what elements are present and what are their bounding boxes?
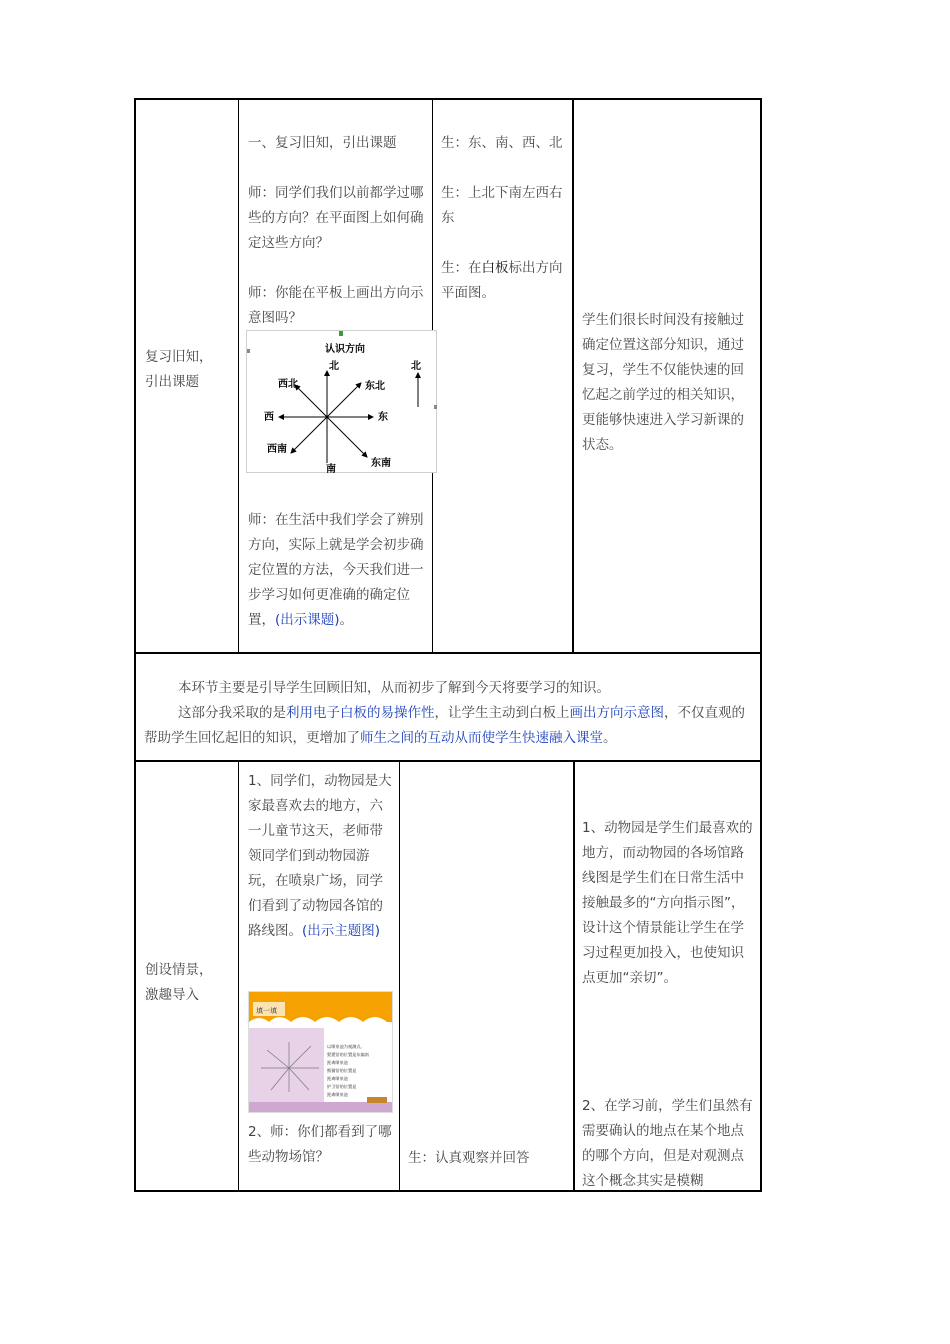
southeast-arrow-line: [327, 417, 367, 457]
label-west: 西: [264, 412, 274, 423]
table1-bottom-border: [134, 652, 762, 654]
s3-whiteboard: 白板: [481, 260, 509, 276]
label-north: 北: [329, 361, 339, 372]
table2-left-border: [134, 760, 136, 1192]
section1-teacher-question: 师：同学们我们以前都学过哪些的方向？在平面图上如何确定这些方向？: [248, 185, 424, 251]
thumb-line: 距离喷泉池: [327, 1092, 348, 1097]
sum-a: 这部分我采取的是: [178, 705, 286, 721]
sum-b: 利用电子白板的易操作性: [286, 705, 435, 721]
table2-right-border: [760, 760, 762, 1192]
table2-col-divider-2: [399, 760, 400, 1192]
section1-heading: 一、复习旧知，引出课题: [248, 135, 397, 151]
thumb-banner: 填一填: [256, 1007, 277, 1015]
section2-student-answer: 生：认真观察并回答: [408, 1150, 530, 1166]
table1-col-divider-1: [238, 98, 239, 654]
section2-teacher-p2: 2、师：你们都看到了哪些动物场馆？: [248, 1124, 392, 1165]
direction-diagram-svg: [247, 331, 438, 474]
label-southwest: 西南: [267, 444, 287, 455]
s3-prefix: 生：在: [441, 260, 482, 276]
table1-top-border: [134, 98, 762, 100]
section2-intent-1: 1、动物园是学生们最喜欢的地方，而动物园的各场馆路线图是学生们在日常生活中接触最多的“方向指示图”，设计这个情景能让学生在学习过程更加投入，也使知识点更加“亲切”。: [582, 820, 753, 986]
section2-stage-label: 创设情景， 激趣导入: [145, 962, 213, 1003]
student-answer-2: 生：上北下南左西右东: [441, 185, 563, 226]
student-answer-3: [441, 256, 571, 306]
summary-block: [144, 676, 756, 751]
section1-intent-column: [582, 308, 754, 458]
zoo-map-svg: [249, 992, 393, 1113]
label-southeast: 东南: [371, 458, 391, 469]
direction-diagram: [246, 330, 437, 473]
section1-teacher-column: [248, 131, 426, 331]
section2-teacher-p1: [248, 769, 396, 944]
sum-e: ，不仅直观的帮助学生回忆起旧的知识，更增加了: [144, 705, 745, 746]
table1-col-divider-3: [572, 98, 574, 654]
section2-teacher-q2: [248, 1120, 396, 1170]
sum-d: 画出方向示意图: [569, 705, 664, 721]
show-topic-cue: (出示课题): [275, 612, 340, 628]
selection-handle[interactable]: [434, 405, 437, 409]
summary-right-border: [760, 652, 762, 762]
summary-line-1: 本环节主要是引导学生回顾旧知，从而初步了解到今天将要学习的知识。: [178, 680, 610, 696]
sum-g: 。: [603, 730, 617, 746]
teacher-closing-text: [248, 508, 426, 633]
selection-handle[interactable]: [247, 349, 250, 353]
selection-handle[interactable]: [339, 331, 343, 336]
thumb-line: 护卫馆的位置是: [327, 1084, 357, 1089]
label-northeast: 东北: [365, 381, 385, 392]
summary-bottom-border: [134, 760, 762, 762]
section1-stage-label: 复习旧知， 引出课题: [145, 349, 213, 390]
table1-left-border: [134, 98, 136, 654]
thumb-line: 距离喷泉池: [327, 1060, 348, 1065]
section1-intent-text: 学生们很长时间没有接触过确定位置这部分知识，通过复习，学生不仅能快速的回忆起之前学过的相关知识，更能够快速进入学习新课的状态。: [582, 312, 744, 453]
sum-c: ，让学生主动到白板上: [434, 705, 570, 721]
northwest-arrow-line: [295, 385, 327, 417]
zoo-map-thumbnail: [248, 991, 393, 1113]
label-northwest: 西北: [278, 379, 298, 390]
show-theme-cue: (出示主题图): [302, 923, 381, 939]
s2-p1-main: 1、同学们，动物园是大家最喜欢去的地方，六一儿童节这天，老师带领同学们到动物园游玩，在喷泉广场，同学们看到了动物园各馆的路线图。: [248, 773, 392, 939]
section2-intent-2: 2、在学习前，学生们虽然有需要确认的地点在某个地点的哪个方向，但是对观测点这个概念其实是模糊: [582, 1098, 753, 1189]
summary-left-border: [134, 652, 136, 762]
section2-student-column: [408, 1146, 570, 1171]
thumb-line: 以喷泉池为观测点。: [327, 1044, 365, 1049]
s3-suffix: 标出方向平面图。: [441, 260, 563, 301]
section2-intent-2-cell: [582, 1094, 754, 1190]
section2-intent-column: [582, 816, 754, 991]
section1-teacher-closing: [248, 508, 426, 633]
diagram-title: 认识方向: [325, 344, 365, 355]
label-south: 南: [326, 464, 336, 474]
northeast-arrow-line: [327, 383, 361, 417]
table2-col-divider-3: [573, 760, 575, 1192]
section1-student-column: [441, 131, 571, 306]
compass-north-label: 北: [411, 361, 421, 372]
thumb-line: 熊猫馆的位置是: [327, 1068, 357, 1073]
southwest-arrow-line: [291, 417, 327, 453]
thumb-line: 距离喷泉池: [327, 1076, 348, 1081]
summary-line-2: [144, 701, 756, 751]
label-east: 东: [378, 412, 388, 423]
table2-bottom-border: [134, 1190, 762, 1192]
thumb-line: 猩猩馆的位置是东偏南: [327, 1052, 369, 1057]
section1-teacher-draw-prompt: 师：你能在平板上画出方向示意图吗？: [248, 285, 424, 326]
closing-end: 。: [339, 612, 354, 628]
closing-main: 师：在生活中我们学会了辨别方向，实际上就是学会初步确定位置的方法，今天我们进一步学习如何更准确的确定位置，: [248, 512, 424, 628]
table1-right-border: [760, 98, 762, 654]
student-answer-1: 生：东、南、西、北: [441, 135, 563, 151]
section2-teacher-column: [248, 769, 396, 944]
table2-col-divider-1: [238, 760, 239, 1192]
sum-f: 师生之间的互动从而使学生快速融入课堂: [360, 730, 603, 746]
